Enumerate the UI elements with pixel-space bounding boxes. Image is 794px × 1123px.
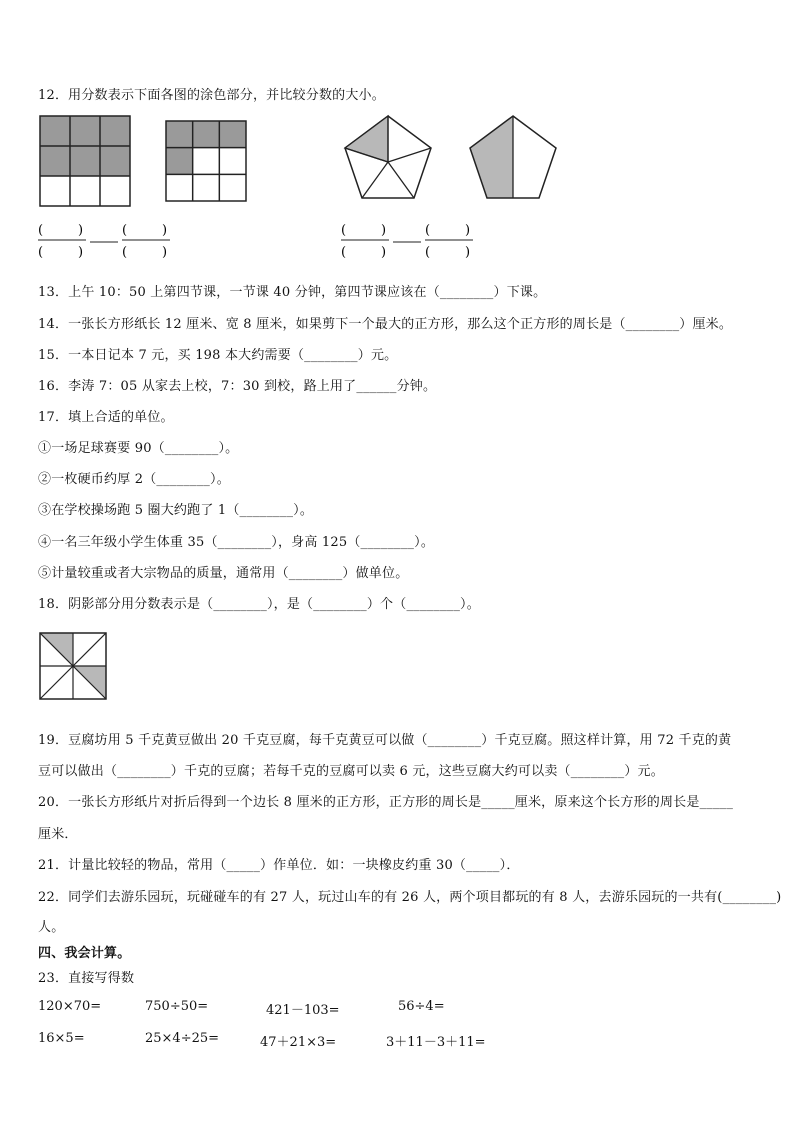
calc-row1-item3: 421－103= — [266, 1003, 340, 1018]
q20-line-1: 20．一张长方形纸片对折后得到一个边长 8 厘米的正方形，正方形的周长是_____厘米，原来这个长方形的周长是_____ — [38, 795, 734, 810]
svg-text:(: ( — [122, 245, 128, 260]
q15-text: 15．一本日记本 7 元，买 198 本大约需要（________）元。 — [38, 348, 398, 363]
q17-item-3: ③在学校操场跑 5 圈大约跑了 1（________）。 — [38, 503, 314, 518]
q22-line-2: 人。 — [38, 920, 65, 935]
calc-row2-item3: 47＋21×3= — [260, 1035, 337, 1050]
q12-pentagon-figure-1 — [343, 114, 433, 200]
calc-row2-item1: 16×5= — [38, 1031, 85, 1046]
q17-item-4: ④一名三年级小学生体重 35（________），身高 125（________）。 — [38, 535, 435, 550]
svg-text:(: ( — [425, 245, 431, 260]
q22-line-1: 22．同学们去游乐园玩，玩碰碰车的有 27 人，玩过山车的有 26 人，两个项目都玩的有 8 人，去游乐园玩的一共有(________) — [38, 890, 782, 905]
q12-fraction-blanks-right — [341, 220, 481, 260]
svg-text:): ) — [78, 245, 84, 260]
q13-text: 13．上午 10：50 上第四节课，一节课 40 分钟，第四节课应该在（________）下课。 — [38, 285, 547, 300]
q12-grid-figure-1 — [40, 116, 130, 206]
svg-text:(: ( — [38, 223, 44, 238]
q19-line-1: 19．豆腐坊用 5 千克黄豆做出 20 千克豆腐，每千克黄豆可以做（________）千克豆腐。照这样计算，用 72 千克的黄 — [38, 733, 732, 748]
q12-text: 12．用分数表示下面各图的涂色部分，并比较分数的大小。 — [38, 88, 385, 103]
q23-title: 23．直接写得数 — [38, 971, 135, 986]
q20-line-2: 厘米． — [38, 827, 78, 842]
svg-text:(: ( — [341, 245, 347, 260]
q18-square-figure — [40, 633, 106, 699]
svg-text:(: ( — [341, 223, 347, 238]
svg-text:): ) — [162, 223, 168, 238]
calc-row1-item1: 120×70= — [38, 999, 102, 1014]
q19-line-2: 豆可以做出（________）千克的豆腐；若每千克的豆腐可以卖 6 元，这些豆腐大约可以卖（________）元。 — [38, 764, 664, 779]
q12-fraction-blanks-left — [38, 220, 178, 260]
svg-text:): ) — [78, 223, 84, 238]
svg-text:): ) — [465, 245, 471, 260]
calc-row2-item2: 25×4÷25= — [145, 1031, 220, 1046]
section-4-heading: 四、我会计算。 — [38, 946, 131, 961]
svg-text:): ) — [381, 245, 387, 260]
svg-text:(: ( — [122, 223, 128, 238]
svg-text:): ) — [162, 245, 168, 260]
calc-row2-item4: 3＋11－3＋11= — [386, 1035, 486, 1050]
svg-text:(: ( — [425, 223, 431, 238]
svg-text:(: ( — [38, 245, 44, 260]
calc-row1-item4: 56÷4= — [398, 999, 445, 1014]
calc-row1-item2: 750÷50= — [145, 999, 209, 1014]
q17-item-2: ②一枚硬币约厚 2（________）。 — [38, 472, 230, 487]
q14-text: 14．一张长方形纸长 12 厘米、宽 8 厘米，如果剪下一个最大的正方形，那么这个正方形的周长是（________）厘米。 — [38, 317, 733, 332]
q17-title: 17．填上合适的单位。 — [38, 410, 174, 425]
q18-text: 18．阴影部分用分数表示是（________），是（________）个（________）。 — [38, 597, 480, 612]
q21-text: 21．计量比较轻的物品，常用（_____）作单位．如：一块橡皮约重 30（_____）． — [38, 858, 520, 873]
svg-text:): ) — [465, 223, 471, 238]
q16-text: 16．李涛 7：05 从家去上校，7：30 到校，路上用了______分钟。 — [38, 379, 437, 394]
q12-grid-figure-2 — [166, 121, 246, 201]
q17-item-1: ①一场足球赛要 90（________）。 — [38, 441, 239, 456]
svg-text:): ) — [381, 223, 387, 238]
q17-item-5: ⑤计量较重或者大宗物品的质量，通常用（________）做单位。 — [38, 566, 409, 581]
q12-pentagon-figure-2 — [468, 114, 558, 200]
